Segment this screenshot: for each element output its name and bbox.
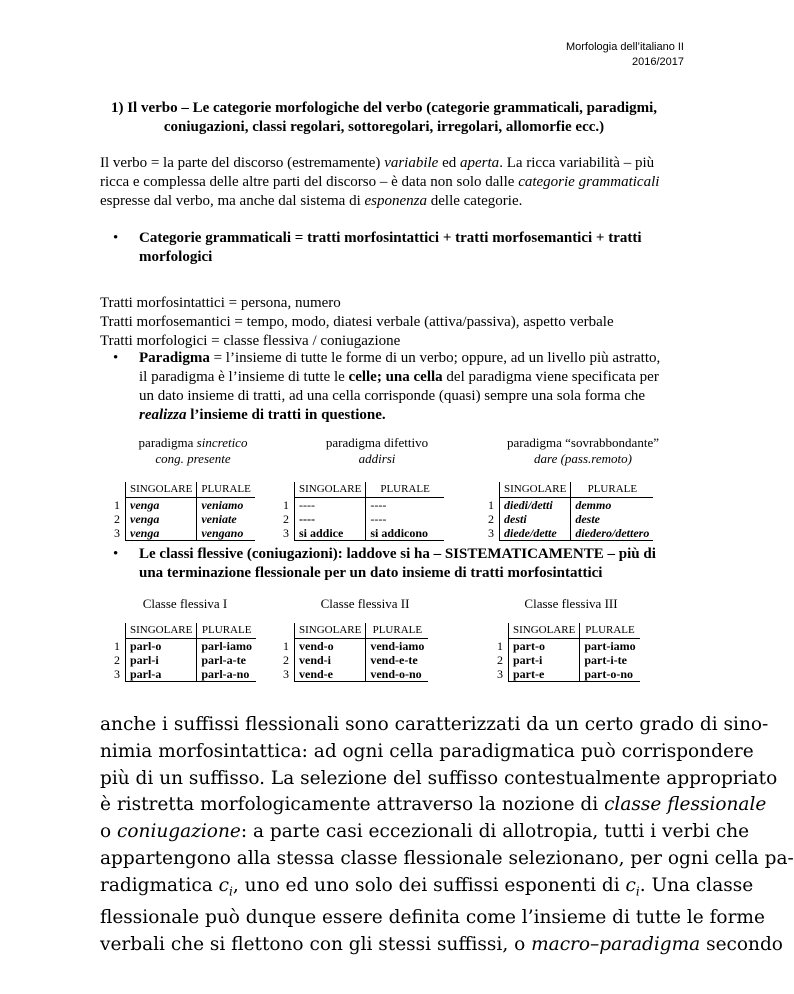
term-realizza: realizza [139,407,187,423]
table-row: 1 ---- ---- [279,498,444,513]
col-header: SINGOLARE [126,623,197,639]
bullet-text: una terminazione flessionale per un dato insieme di tratti morfosintattici [139,565,603,581]
intro-text: . La ricca variabilità – più [499,155,655,171]
tratti-line: Tratti morfosintattici = persona, numero [100,295,341,311]
intro-emph: variabile [384,155,439,171]
col-header: PLURALE [197,482,255,498]
col-header: PLURALE [571,482,653,498]
col-header: SINGOLARE [295,623,366,639]
caption-text: paradigma [138,435,197,450]
col-header: PLURALE [580,623,640,639]
excerpt-line: è ristretta morfologicamente attraverso la nozione di classe flessionale [100,794,767,816]
excerpt-line: radigmatica $c_i$, uno ed uno solo dei suffissi esponenti di $c_i$. Una classe [100,874,754,899]
bullet-icon: • [113,546,119,562]
class-table-1 [110,623,256,682]
excerpt-line: flessionale può dunque essere definita come l’insieme di tutte le forme [100,907,765,929]
bullet-text: l’insieme di tratti in questione. [186,407,386,423]
col-header: SINGOLARE [126,482,197,498]
table-row: 3 si addice si addicono [279,526,444,541]
class-table-2 [279,623,428,682]
bullet-text: un dato insieme di tratti, ad una cella corrisponde (quasi) sempre una sola forma che [139,388,646,404]
class-caption-3: Classe flessiva III [524,596,618,611]
tratti-list [100,294,680,351]
table-row: 1 parl-o parl-iamo [110,639,256,654]
excerpt-line: appartengono alla stessa classe flessionale selezionano, per ogni cella pa- [100,847,794,869]
bullet-categorie [113,229,683,267]
col-header: PLURALE [366,623,429,639]
table-row: 3 part-e part-o-no [493,667,640,682]
bullet-icon: • [113,350,119,366]
paradigm-table-sincretico [110,482,255,541]
bullet-text: il paradigma è l’insieme di tutte le [139,369,349,385]
bullet-classi [113,545,683,583]
col-header: PLURALE [366,482,444,498]
table-row: 3 vend-e vend-o-no [279,667,428,682]
col-header: SINGOLARE [295,482,366,498]
table-row: 3 diede/dette diedero/dettero [484,526,653,541]
col-header: SINGOLARE [509,623,580,639]
table-row: 1 venga veniamo [110,498,255,513]
academic-year: 2016/2017 [632,56,684,68]
paradigm-caption-2 [292,435,462,467]
bullet-text: Le classi flessive (coniugazioni): laddove si ha – SISTEMATICAMENTE – più di [139,546,656,562]
class-caption-1: Classe flessiva I [142,596,228,611]
section-title-line-1: 1) Il verbo – Le categorie morfologiche del verbo (categorie grammaticali, paradigmi, [110,100,658,116]
col-header: SINGOLARE [500,482,571,498]
table-row: 2 parl-i parl-a-te [110,653,256,667]
bullet-paradigma [113,349,683,425]
bullet-icon: • [113,230,119,246]
paradigm-caption-3 [478,435,688,467]
bullet-text: Categorie grammaticali = tratti morfosintattici + tratti morfosemantici + tratti [139,230,642,246]
tratti-line: Tratti morfologici = classe flessiva / coniugazione [100,333,401,349]
section-title [100,99,668,137]
paradigm-table-difettivo [279,482,444,541]
intro-emph: categorie grammaticali [518,174,660,190]
caption-text: paradigma difettivo [325,435,429,450]
caption-text: paradigma “sovrabbondante” [507,435,659,450]
caption-emph: dare (pass.remoto) [534,451,632,466]
term-celle: celle; una cella [348,369,443,385]
caption-emph: sincretico [196,435,248,450]
excerpt-line: o coniugazione: a parte casi eccezionali di allotropia, tutti i verbi che [100,821,750,843]
caption-emph: addirsi [358,451,396,466]
table-row: 2 desti deste [484,512,653,526]
paradigm-caption-1 [108,435,278,467]
table-row: 1 vend-o vend-iamo [279,639,428,654]
table-row: 1 part-o part-iamo [493,639,640,654]
table-row: 2 venga veniate [110,512,255,526]
intro-paragraph [100,154,680,211]
intro-emph: aperta [460,155,500,171]
excerpt-line: anche i suffissi flessionali sono caratterizzati da un certo grado di sino- [100,714,769,735]
section-title-line-2: coniugazioni, classi regolari, sottoregolari, irregolari, allomorfie ecc.) [163,119,605,135]
table-row: 2 ---- ---- [279,512,444,526]
table-row: 1 diedi/detti demmo [484,498,653,513]
bullet-text: morfologici [139,249,213,265]
table-row: 2 vend-i vend-e-te [279,653,428,667]
tratti-line: Tratti morfosemantici = tempo, modo, diatesi verbale (attiva/passiva), aspetto verbale [100,314,614,330]
class-table-3 [493,623,640,682]
bullet-text: = l’insieme di tutte le forme di un verbo; oppure, ad un livello più astratto, [209,350,661,366]
table-row: 3 parl-a parl-a-no [110,667,256,682]
intro-text: ed [438,155,461,171]
excerpt-line: più di un suffisso. La selezione del suffisso contestualmente appropriato [100,767,778,789]
course-title: Morfologia dell’italiano II [565,41,684,53]
excerpt-paragraph [100,712,794,959]
paradigm-table-sovrabbondante [484,482,653,541]
table-row: 3 venga vengano [110,526,255,541]
intro-text: Il verbo = la parte del discorso (estremamente) [100,155,385,171]
caption-emph: cong. presente [155,451,231,466]
term-paradigma: Paradigma [139,350,210,366]
class-caption-2: Classe flessiva II [320,596,410,611]
intro-text: espresse dal verbo, ma anche dal sistema di [100,193,365,209]
page-header [566,40,684,70]
intro-text: delle categorie. [427,193,523,209]
intro-text: ricca e complessa delle altre parti del discorso – è data non solo dalle [100,174,519,190]
excerpt-line: verbali che si flettono con gli stessi suffissi, o macro–paradigma secondo [100,934,783,956]
intro-emph: esponenza [364,193,427,209]
table-row: 2 part-i part-i-te [493,653,640,667]
excerpt-line: nimia morfosintattica: ad ogni cella paradigmatica può corrispondere [100,740,754,762]
col-header: PLURALE [197,623,256,639]
bullet-text: del paradigma viene specificata per [442,369,659,385]
